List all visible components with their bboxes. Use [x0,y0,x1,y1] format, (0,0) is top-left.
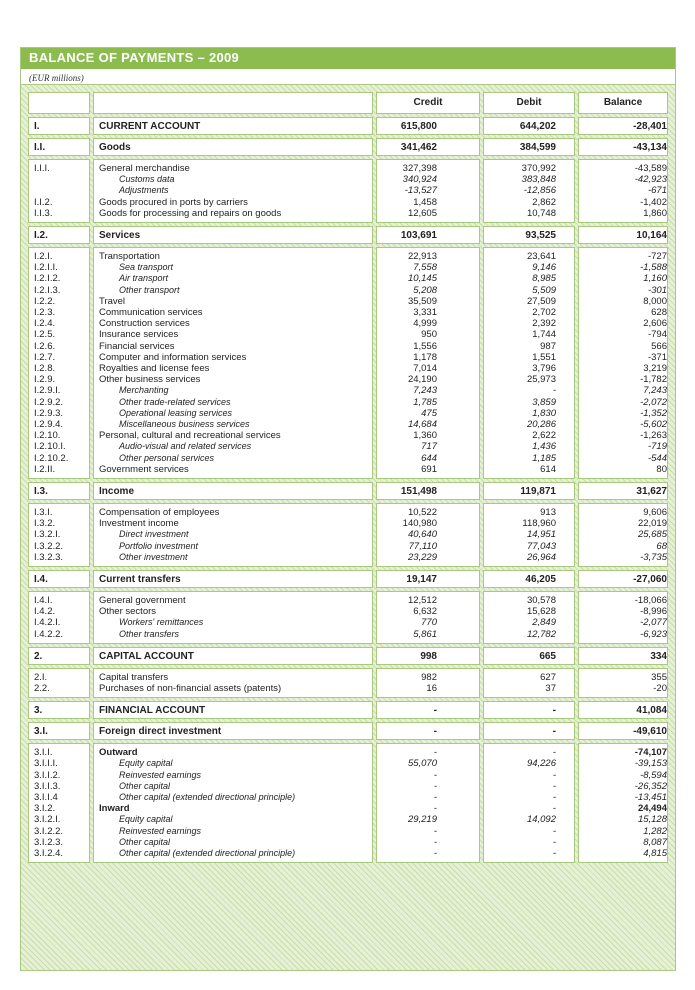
row-debit: 94,226 [526,758,556,770]
section-credit: - [433,726,437,738]
section-label: Goods [99,142,131,153]
row-balance: 8,000 [643,295,667,307]
row-credit: - [433,780,437,792]
row-code: 3.I.2.3. [34,836,64,848]
row-balance: -1,402 [640,196,667,208]
row-debit: 8,985 [532,273,556,285]
section-code: I.4. [34,574,48,585]
row-label: General government [99,595,186,606]
row-debit: 1,551 [532,351,556,363]
row-balance: 1,860 [643,207,667,219]
section-credit: 998 [420,650,437,662]
row-balance: 628 [651,307,667,318]
row-balance: 15,128 [637,814,667,826]
row-code: 3.I.I. [34,747,53,759]
header-credit: Credit [413,97,443,108]
row-label: Other transfers [119,628,180,639]
row-code: I.3.2.I. [34,529,61,541]
row-balance: 80 [656,463,667,475]
section-credit: 103,691 [400,230,437,241]
row-balance: -719 [647,441,667,453]
row-balance: -8,594 [640,769,667,781]
row-debit: 37 [545,683,556,694]
row-debit: 20,286 [526,419,556,430]
row-debit: 913 [540,507,556,518]
row-code: I.3.I. [34,507,53,518]
row-balance: 4,815 [643,848,667,859]
row-debit: 1,830 [532,407,556,419]
row-debit: 5,509 [532,284,556,296]
row-label: Reinvested earnings [119,769,202,780]
row-debit: - [552,848,556,859]
row-label: Other business services [99,374,201,386]
row-debit: - [552,803,556,815]
row-credit: - [433,792,437,803]
row-credit: 6,632 [413,606,437,618]
section-label: Services [99,230,141,241]
row-credit: 327,398 [402,163,437,174]
row-label: Air transport [119,273,169,284]
row-label: Insurance services [99,329,179,341]
row-debit: - [552,825,556,837]
row-balance: 7,243 [643,385,667,397]
row-debit: 614 [540,463,556,475]
section-label: CAPITAL ACCOUNT [99,650,194,662]
page-title: BALANCE OF PAYMENTS – 2009 [29,50,240,65]
section-credit: - [433,705,437,717]
section-cell [93,138,373,156]
row-balance: -18,066 [634,595,667,606]
row-code: I.I.I. [34,163,50,174]
header-debit: Debit [516,97,542,108]
row-code: I.4.2.I. [34,617,61,629]
row-balance: 1,282 [643,825,667,837]
row-debit: - [552,792,556,803]
row-debit: - [552,385,556,397]
row-credit: 1,178 [413,351,437,363]
section-debit: - [552,705,556,717]
row-label: General merchandise [99,163,190,174]
row-credit: 7,558 [413,262,437,274]
row-balance: 8,087 [643,836,667,848]
row-credit: - [433,747,437,759]
row-code: I.2.I. [34,251,53,262]
row-debit: 77,043 [526,540,556,552]
row-label: Transportation [99,251,160,262]
row-label: Personal, cultural and recreational services [99,430,281,442]
row-balance: 3,219 [643,363,667,374]
row-code: I.2.I.3. [34,284,61,296]
row-debit: 2,392 [532,318,556,330]
row-label: Equity capital [119,814,173,825]
row-label: Construction services [99,318,190,330]
row-label: Goods procured in ports by carriers [99,196,248,208]
row-debit: - [552,780,556,792]
row-code: I.2.9.3. [34,407,64,419]
section-code: I.3. [34,486,48,497]
section-balance: 10,164 [636,230,667,241]
row-label: Other capital (extended directional principle) [119,792,296,802]
row-balance: 24,494 [637,803,667,815]
row-credit: 22,913 [407,251,437,262]
row-code: I.2.3. [34,307,56,318]
row-label: Equity capital [119,758,173,769]
row-credit: 1,458 [413,196,437,208]
section-debit: 644,202 [519,121,556,132]
section-code: 3.I. [34,726,48,738]
row-label: Communication services [99,307,203,318]
row-code: 3.I.I.4 [34,792,58,803]
row-credit: 1,360 [413,430,437,442]
row-label: Other trade-related services [119,396,231,407]
section-code: I.I. [34,142,46,153]
row-label: Financial services [99,340,175,352]
row-balance: -1,263 [640,430,667,442]
row-debit: 2,702 [532,307,556,318]
row-credit: - [433,836,437,848]
row-code: 3.I.I.2. [34,769,61,781]
row-credit: 4,999 [413,318,437,330]
row-credit: 10,522 [407,507,437,518]
row-credit: 950 [421,329,437,341]
row-credit: 12,605 [407,207,437,219]
section-balance: -28,401 [633,121,667,132]
section-code: I.2. [34,230,48,241]
row-credit: 77,110 [408,540,437,552]
section-balance: -43,134 [633,142,667,153]
row-label: Adjustments [119,185,169,196]
row-debit: 370,992 [521,163,556,174]
row-balance: -6,923 [640,628,667,640]
row-balance: -8,996 [640,606,667,618]
row-credit: 475 [421,407,437,419]
row-debit: 1,185 [532,452,556,464]
row-label: Merchanting [119,385,169,396]
row-credit: 982 [421,671,437,683]
row-credit: 691 [421,463,437,475]
row-label: Inward [99,803,130,815]
units-note: (EUR millions) [29,73,84,83]
row-debit: 2,849 [532,617,556,629]
row-label: Computer and information services [99,351,247,363]
row-label: Capital transfers [99,671,169,683]
row-debit: 12,782 [526,628,556,640]
row-code: I.I.2. [34,196,53,208]
row-balance: -26,352 [634,780,667,792]
row-credit: 16 [426,683,437,694]
row-label: Other capital [119,836,171,847]
row-debit: 26,964 [526,551,556,563]
row-credit: 24,190 [407,374,437,386]
row-credit: 644 [421,452,437,464]
row-balance: -2,077 [640,617,667,629]
row-label: Investment income [99,518,179,530]
row-balance: -13,451 [634,792,667,803]
row-credit: - [433,803,437,815]
row-label: Other transport [119,284,180,295]
row-balance: -1,588 [640,262,667,274]
row-debit: - [552,747,556,759]
row-code: I.4.I. [34,595,53,606]
row-code: I.3.2. [34,518,56,530]
section-code: I. [34,121,40,132]
row-debit: 987 [540,340,556,352]
row-balance: -671 [647,185,667,197]
section-balance: 31,627 [636,486,667,497]
row-label: Travel [99,295,126,307]
row-credit: 55,070 [407,758,437,770]
row-code: I.2.10.I. [34,441,66,453]
row-credit: 3,331 [413,307,437,318]
row-balance: -1,352 [640,407,667,419]
row-label: Purchases of non-financial assets (patents) [99,683,282,694]
row-credit: -13,527 [404,185,437,197]
row-credit: 340,924 [402,174,437,186]
row-debit: -12,856 [523,185,556,197]
row-credit: - [433,825,437,837]
section-credit: 151,498 [400,486,437,497]
row-balance: -5,602 [640,419,667,430]
row-code: I.2.9.2. [34,396,64,408]
row-code: I.2.6. [34,340,56,352]
row-code: I.2.10.2. [34,452,69,464]
section-code: 2. [34,650,43,662]
row-balance: -371 [647,351,667,363]
row-credit: 717 [421,441,437,453]
row-code: 3.I.I.3. [34,780,61,792]
row-balance: -301 [647,284,667,296]
row-debit: 14,092 [526,814,556,826]
row-debit: 30,578 [526,595,556,606]
row-balance: 355 [651,671,667,683]
row-label: Direct investment [119,529,189,540]
row-code: I.2.5. [34,329,56,341]
row-label: Outward [99,747,138,759]
row-balance: 22,019 [637,518,667,530]
row-debit: 2,862 [532,196,556,208]
row-debit: 627 [540,671,556,683]
row-label: Other personal services [119,452,215,463]
row-balance: -43,589 [634,163,667,174]
row-debit: - [552,836,556,848]
row-code: 2.2. [34,683,50,694]
row-code: I.2.I.I. [34,262,58,274]
row-balance: -74,107 [634,747,667,759]
row-credit: 5,208 [413,284,437,296]
section-debit: 93,525 [525,230,556,241]
row-debit: 2,622 [532,430,556,442]
row-debit: 15,628 [526,606,556,618]
row-credit: 5,861 [413,628,437,640]
row-credit: 140,980 [402,518,437,530]
row-label: Sea transport [119,262,174,273]
row-credit: 1,556 [413,340,437,352]
row-balance: 1,160 [643,273,667,285]
row-balance: -3,735 [640,551,667,563]
row-code: 3.I.I.I. [34,758,58,770]
section-label: Foreign direct investment [99,726,222,738]
row-balance: -2,072 [640,396,667,408]
section-debit: 384,599 [519,142,556,153]
row-balance: -20 [653,683,667,694]
row-balance: 9,606 [643,507,667,518]
row-label: Reinvested earnings [119,825,202,836]
row-credit: 40,640 [407,529,437,541]
row-code: I.4.2.2. [34,628,64,640]
row-code: I.2.9. [34,374,56,386]
row-debit: 3,859 [532,396,556,408]
row-debit: 27,509 [526,295,556,307]
row-code: 3.I.2.2. [34,825,64,837]
row-debit: 10,748 [526,207,556,219]
section-balance: 334 [650,650,667,662]
row-label: Goods for processing and repairs on goods [99,207,282,219]
section-label: FINANCIAL ACCOUNT [99,705,206,717]
section-label: Current transfers [99,574,181,585]
header-code-cell [28,92,90,114]
row-balance: -794 [647,329,667,341]
row-code: I.2.II. [34,463,56,475]
section-credit: 341,462 [400,142,437,153]
row-code: I.2.I.2. [34,273,61,285]
row-debit: 23,641 [526,251,556,262]
row-balance: -544 [647,452,667,464]
section-debit: - [552,726,556,738]
row-balance: -727 [647,251,667,262]
row-code: 2.I. [34,671,48,683]
section-debit: 46,205 [525,574,556,585]
row-balance: -1,782 [640,374,667,386]
row-label: Other capital (extended directional principle) [119,848,296,858]
section-credit: 615,800 [400,121,437,132]
row-label: Portfolio investment [119,540,199,551]
row-credit: 12,512 [407,595,437,606]
row-label: Government services [99,463,189,475]
section-credit: 19,147 [406,574,437,585]
row-credit: 29,219 [407,814,437,826]
row-label: Compensation of employees [99,507,220,518]
row-label: Miscellaneous business services [119,419,250,429]
row-label: Operational leasing services [119,407,233,418]
row-code: I.4.2. [34,606,56,618]
row-credit: 35,509 [407,295,437,307]
row-debit: 25,973 [526,374,556,386]
row-debit: - [552,769,556,781]
section-balance: -49,610 [633,726,667,738]
row-label: Other sectors [99,606,157,618]
row-label: Workers' remittances [119,617,204,628]
row-debit: 3,796 [532,363,556,374]
row-credit: 770 [421,617,437,629]
row-code: I.2.10. [34,430,61,442]
row-credit: 1,785 [413,396,437,408]
row-code: I.3.2.2. [34,540,64,552]
header-balance: Balance [603,97,643,108]
row-debit: 9,146 [532,262,556,274]
row-credit: 7,014 [413,363,437,374]
row-credit: - [433,769,437,781]
row-code: I.2.4. [34,318,56,330]
row-label: Other investment [119,551,188,562]
row-code: I.2.9.I. [34,385,61,397]
section-debit: 665 [539,650,556,662]
section-balance: -27,060 [633,574,667,585]
row-balance: -39,153 [634,758,667,770]
section-label: Income [99,486,135,497]
row-balance: 25,685 [637,529,667,541]
row-label: Royalties and license fees [99,363,210,374]
row-credit: - [433,848,437,859]
section-code: 3. [34,705,43,717]
row-label: Audio-visual and related services [119,441,252,452]
header-label-cell [93,92,373,114]
row-label: Other capital [119,780,171,791]
section-label: CURRENT ACCOUNT [99,121,201,132]
row-balance: -42,923 [634,174,667,186]
row-code: I.2.8. [34,363,56,374]
row-label: Customs data [119,174,175,185]
row-balance: 566 [651,340,667,352]
row-code: I.I.3. [34,207,53,219]
row-debit: 14,951 [526,529,556,541]
section-balance: 41,084 [636,705,667,717]
section-cell [93,482,373,500]
row-credit: 14,684 [407,419,437,430]
section-debit: 119,871 [520,486,556,497]
row-credit: 23,229 [407,551,437,563]
row-code: I.2.7. [34,351,56,363]
row-code: 3.I.2. [34,803,56,815]
row-code: I.3.2.3. [34,551,64,563]
row-balance: 2,606 [643,318,667,330]
row-debit: 383,848 [521,174,556,186]
row-debit: 1,744 [532,329,556,341]
balance-table [28,92,668,965]
row-code: 3.I.2.4. [34,848,64,859]
row-code: I.2.9.4. [34,419,64,430]
row-code: 3.I.2.I. [34,814,61,826]
row-debit: 118,960 [522,518,556,530]
row-debit: 1,436 [532,441,556,453]
row-credit: 10,145 [407,273,437,285]
row-credit: 7,243 [413,385,437,397]
row-balance: 68 [656,540,667,552]
row-code: I.2.2. [34,295,56,307]
